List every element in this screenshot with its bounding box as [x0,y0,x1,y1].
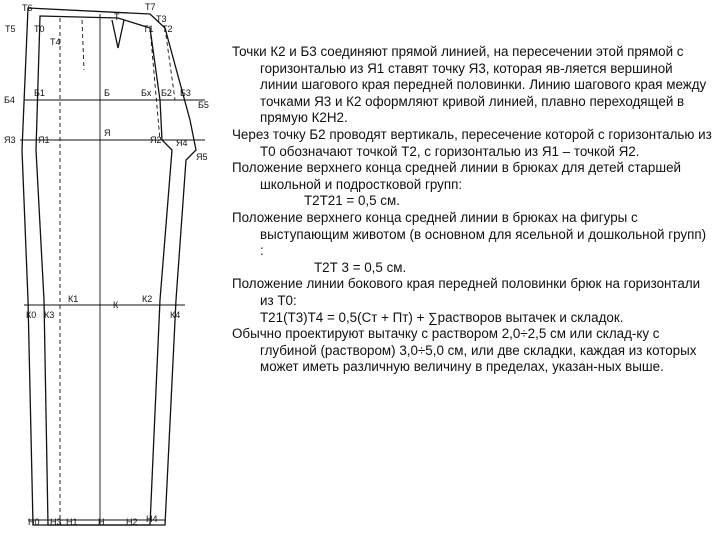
label-n0: Н0 [28,517,40,527]
label-k3: К3 [44,310,55,320]
label-ya2: Я2 [150,135,162,145]
label-t5: Т5 [5,24,16,34]
paragraph-k2-b3: Точки К2 и Б3 соединяют прямой линией, на пересечении этой прямой с горизонталью из Я1 ставят точку Я3, которая яв-ляется вершиной линии шагового края передней половинки. Линию шагового края между точками Я3 и К2 оформляют кривой линией, плавно переходящей в прямую К2Н2. [232,44,707,126]
instruction-text [232,44,712,376]
label-k0: К0 [26,310,37,320]
label-ya: Я [104,128,111,138]
paragraph-b2-vertical: Через точку Б2 проводят вертикаль, пересечение которой с горизонталью из Т0 обозначают точкой Т2, с горизонталью из Я1 – точкой Я2. [232,126,712,159]
label-k1: К1 [68,294,79,304]
label-b2: Б2 [161,88,172,98]
label-t6: Т6 [22,3,33,13]
label-b5: Б5 [198,100,209,110]
label-n3: Н3 [50,517,62,527]
label-k4: К4 [170,310,181,320]
formula-t2t3: Т2Т 3 = 0,5 см. [314,259,407,275]
formula-t2t21: Т2Т21 = 0,5 см. [304,193,400,209]
paragraph-side-edge: Положение линии бокового края передней половинки брюк на горизонтали из Т0: [232,276,701,308]
label-b4: Б4 [4,95,15,105]
label-ya5: Я5 [196,152,208,162]
label-t0: Т0 [34,24,45,34]
paragraph-older-groups: Положение верхнего конца средней линии в брюках для детей старшей школьной и подростковой групп: [232,160,681,192]
label-t2: Т2 [162,24,173,34]
label-t: Т [114,12,120,22]
label-n4: Н4 [146,514,158,524]
label-k: К [113,300,119,310]
label-b3: Б3 [180,88,191,98]
label-t1: Т1 [143,24,154,34]
label-b: Б [104,88,110,98]
label-t7: Т7 [145,2,156,12]
label-k2: К2 [142,294,153,304]
back-outline [22,8,196,525]
label-t3: Т3 [156,14,167,24]
paragraph-dart-usage: Обычно проектируют вытачку с раствором 2,0÷2,5 см или склад-ку с глубиной (раствором) 3,0÷5,0 см, или две складки, каждая из которых может иметь различную величину в пределах, указан-ных выше. [232,326,697,375]
label-ya3: Я3 [4,135,16,145]
label-ya1: Я1 [38,135,50,145]
label-n2: Н2 [126,517,138,527]
label-b1: Б1 [34,88,45,98]
paragraph-protruding-belly: Положение верхнего конца средней линии в брюках на фигуры с выступающим животом (в основном для ясельной и дошкольной групп) : [232,209,707,259]
waist-dart [112,20,124,48]
label-bx: Бх [141,88,152,98]
label-n: Н [98,517,105,527]
label-n1: Н1 [66,517,78,527]
label-ya4: Я4 [176,138,188,148]
label-t4: Т4 [50,37,61,47]
trouser-pattern-drawing [0,0,230,540]
formula-t21t4: Т21(Т3)Т4 = 0,5(Ст + Пт) + ∑растворов вытачек и складок. [260,309,624,325]
